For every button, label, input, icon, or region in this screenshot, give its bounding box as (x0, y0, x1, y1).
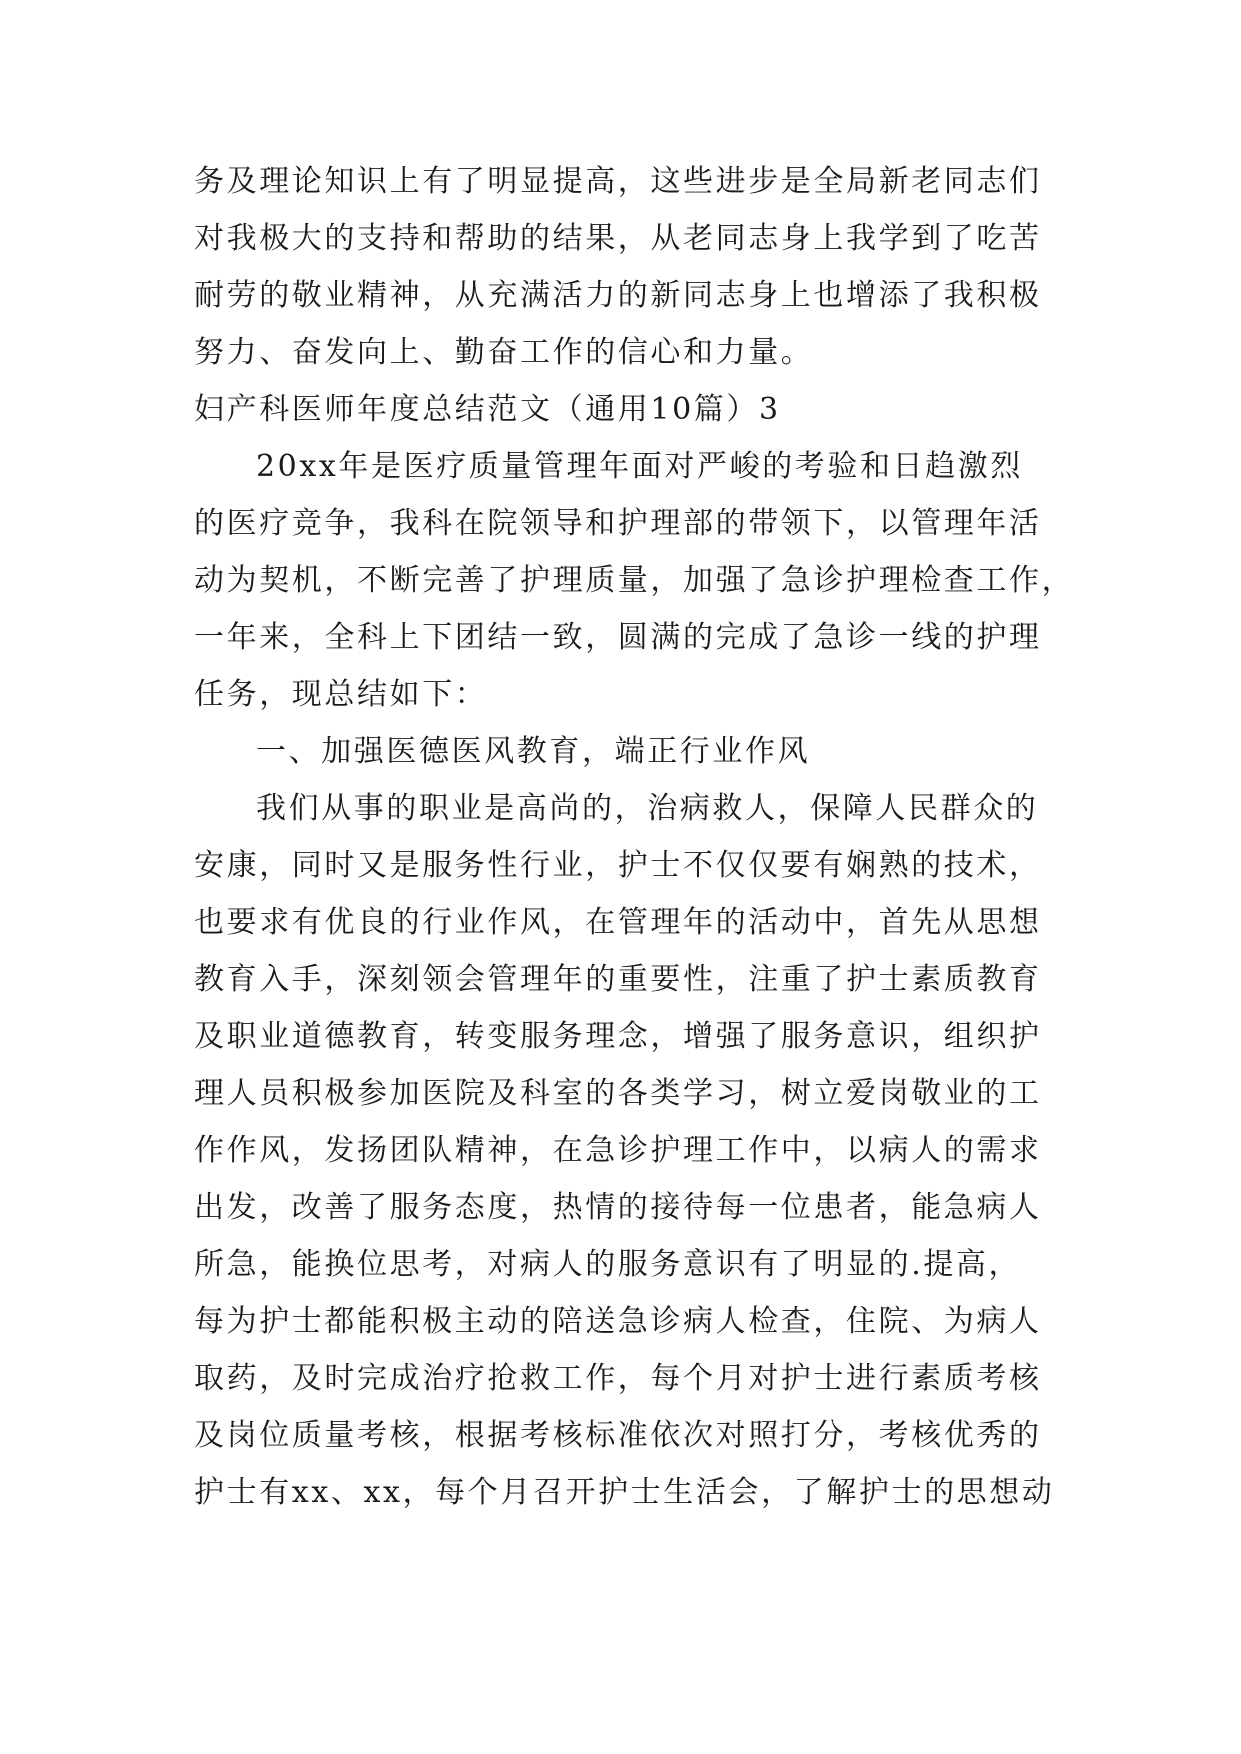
text-line: 任务，现总结如下： (194, 677, 488, 712)
text-line: 一年来，全科上下团结一致，圆满的完成了急诊一线的护理 (194, 620, 1042, 655)
text-line: 取药，及时完成治疗抢救工作，每个月对护士进行素质考核 (194, 1361, 1042, 1396)
text-line: 及职业道德教育，转变服务理念，增强了服务意识，组织护 (194, 1019, 1042, 1054)
text-line: 耐劳的敬业精神，从充满活力的新同志身上也增添了我积极 (194, 278, 1042, 313)
text-line: 作作风，发扬团队精神，在急诊护理工作中，以病人的需求 (194, 1133, 1042, 1168)
text-line: 努力、奋发向上、勤奋工作的信心和力量。 (194, 335, 814, 370)
text-line: 每为护士都能积极主动的陪送急诊病人检查，住院、为病人 (194, 1304, 1042, 1339)
text-line: 出发，改善了服务态度，热情的接待每一位患者，能急病人 (194, 1190, 1042, 1225)
text-line: 动为契机，不断完善了护理质量，加强了急诊护理检查工作， (194, 563, 1075, 598)
text-line: 教育入手，深刻领会管理年的重要性，注重了护士素质教育 (194, 962, 1042, 997)
section-title: 妇产科医师年度总结范文（通用10篇）3 (194, 392, 781, 427)
text-line: 所急，能换位思考，对病人的服务意识有了明显的.提高， (194, 1247, 1022, 1282)
text-line: 理人员积极参加医院及科室的各类学习，树立爱岗敬业的工 (194, 1076, 1042, 1111)
text-line: 安康，同时又是服务性行业，护士不仅仅要有娴熟的技术， (194, 848, 1042, 883)
paragraph-start: 我们从事的职业是高尚的，治病救人，保障人民群众的 (256, 791, 1039, 826)
text-line: 护士有xx、xx，每个月召开护士生活会，了解护士的思想动 (194, 1475, 1055, 1510)
text-line: 对我极大的支持和帮助的结果，从老同志身上我学到了吃苦 (194, 221, 1042, 256)
subheading: 一、加强医德医风教育，端正行业作风 (256, 734, 811, 769)
text-line: 也要求有优良的行业作风，在管理年的活动中，首先从思想 (194, 905, 1042, 940)
text-line: 的医疗竞争，我科在院领导和护理部的带领下，以管理年活 (194, 506, 1042, 541)
text-line: 务及理论知识上有了明显提高，这些进步是全局新老同志们 (194, 164, 1042, 199)
paragraph-start: 20xx年是医疗质量管理年面对严峻的考验和日趋激烈 (256, 449, 1024, 484)
text-line: 及岗位质量考核，根据考核标准依次对照打分，考核优秀的 (194, 1418, 1042, 1453)
